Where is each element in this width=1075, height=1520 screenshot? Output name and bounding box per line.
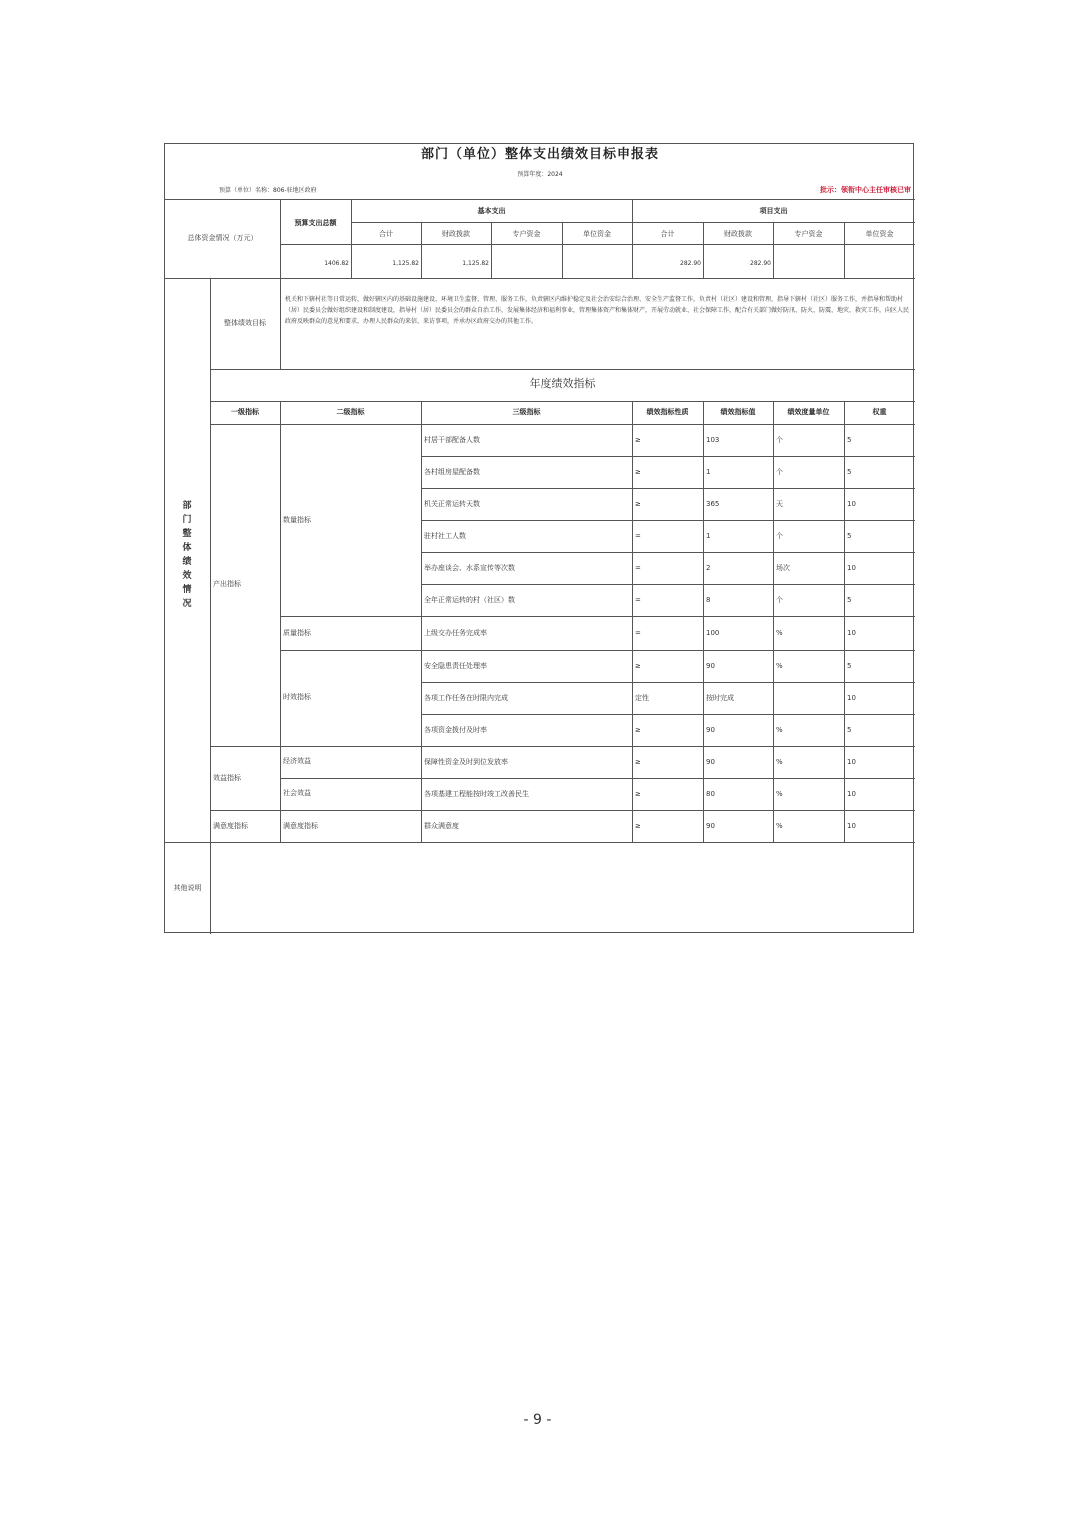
col-level1: 一级指标: [231, 408, 259, 416]
budget-overview-label: 总体资金情况（万元）: [187, 234, 258, 242]
indicator-nature: =: [635, 596, 641, 604]
project-expenditure-label: 项目支出: [759, 207, 788, 215]
indicator-nature: ≥: [635, 436, 641, 444]
level2-social: 社会效益: [283, 789, 311, 797]
col-unit: 绩效度量单位: [787, 408, 830, 416]
indicator-nature: ≥: [635, 662, 641, 670]
indicator-nature: ≥: [635, 758, 641, 766]
col-level2: 二级指标: [336, 408, 365, 416]
level3-text: 各项工作任务在时限内完成: [424, 694, 508, 702]
indicator-weight: 5: [847, 468, 852, 476]
indicator-value: 8: [706, 596, 711, 604]
indicator-unit: %: [776, 758, 783, 766]
indicator-value: 90: [706, 726, 715, 734]
indicator-weight: 10: [847, 790, 856, 798]
indicator-weight: 5: [847, 726, 852, 734]
level3-text: 上级交办任务完成率: [424, 629, 487, 637]
indicator-nature: ≥: [635, 822, 641, 830]
annual-indicators-title: 年度绩效指标: [529, 377, 596, 390]
indicator-value: 103: [706, 436, 720, 444]
project-subtotal-header: 合计: [660, 230, 675, 238]
col-nature: 绩效指标性质: [646, 408, 689, 416]
indicator-nature: ≥: [635, 790, 641, 798]
indicator-unit: 天: [776, 500, 783, 508]
indicator-unit: 场次: [776, 564, 790, 572]
project-fiscal-header: 财政拨款: [724, 230, 752, 238]
level3-text: 全年正常运转的村（社区）数: [424, 596, 515, 604]
overall-goal-label: 整体绩效目标: [224, 319, 266, 327]
level3-text: 安全隐患责任处理率: [424, 662, 487, 670]
budget-total-value: 1406.82: [324, 260, 349, 267]
indicator-value: 90: [706, 822, 715, 830]
indicator-unit: %: [776, 629, 783, 637]
level3-text: 各项基建工程能按时竣工改善民生: [424, 790, 529, 798]
indicator-value: 90: [706, 662, 715, 670]
indicator-value: 1: [706, 468, 711, 476]
indicator-weight: 5: [847, 662, 852, 670]
budget-year: 预算年度：2024: [517, 171, 563, 178]
level1-output: 产出指标: [213, 580, 241, 588]
indicator-unit: %: [776, 662, 783, 670]
project-fiscal-value: 282.90: [750, 260, 771, 267]
basic-fiscal-header: 财政拨款: [442, 230, 470, 238]
indicator-weight: 10: [847, 822, 856, 830]
level3-text: 保障性资金及时到位发放率: [424, 758, 508, 766]
level2-economic: 经济效益: [283, 757, 311, 765]
indicator-weight: 10: [847, 500, 856, 508]
form-title: 部门（单位）整体支出绩效目标申报表: [420, 147, 659, 162]
indicator-value: 100: [706, 629, 720, 637]
level3-text: 各村组房屋配备数: [424, 468, 480, 476]
indicator-nature: 定性: [635, 694, 649, 702]
basic-fiscal-value: 1,125.82: [462, 260, 489, 267]
level3-text: 村居干部配备人数: [424, 436, 480, 444]
indicator-unit: 个: [776, 436, 783, 444]
level2-satisfaction: 满意度指标: [283, 822, 318, 830]
basic-expenditure-label: 基本支出: [477, 207, 506, 215]
level2-timeliness: 时效指标: [283, 693, 311, 701]
project-unit-header: 单位资金: [865, 230, 894, 238]
review-note: 批示：领衔中心主任审核已审: [820, 186, 911, 194]
indicator-unit: %: [776, 790, 783, 798]
other-notes-label: 其他说明: [173, 884, 202, 892]
indicator-weight: 5: [847, 436, 852, 444]
indicator-nature: =: [635, 629, 641, 637]
unit-name: 预算（单位）名称：806-驻地区政府: [219, 187, 317, 194]
project-subtotal-value: 282.90: [680, 260, 701, 267]
basic-subtotal-value: 1,125.82: [392, 260, 419, 267]
indicator-value: 2: [706, 564, 711, 572]
performance-target-form: [164, 143, 914, 933]
level1-benefit: 效益指标: [213, 774, 241, 782]
level3-text: 各项资金拨付及时率: [424, 726, 487, 734]
indicator-unit: 个: [776, 596, 783, 604]
indicator-nature: ≥: [635, 500, 641, 508]
basic-unit-header: 单位资金: [583, 230, 611, 238]
indicator-value: 365: [706, 500, 720, 508]
indicator-weight: 10: [847, 758, 856, 766]
level1-satisfaction: 满意度指标: [213, 822, 248, 830]
budget-total-label: 预算支出总额: [294, 219, 337, 227]
overall-goal-text: 机关和下辖村社等日常运转，做好辖区内的基础设施建设、环境卫生监督、管理、服务工作，负责辖区内维护稳定及社会治安综合治理、安全生产监督工作，负责村（社区）建设和管理，指导下辖村（社区）服务工作，并指导和帮助村（居）民委员会做好组织建设和制度建设，指导村（居）民委员会的群众自治工作，发展集体经济和福利事业，管理集体资产和集体财产，开展劳动就业、社会保障工作，配合有关部门做好防汛、防火、防震、地灾、救灾工作，向区人民政府反映群众的意见和要求，办理人民群众的来信、来访事项，并承办区政府交办的其他工作。: [285, 296, 910, 325]
indicator-nature: =: [635, 564, 641, 572]
project-special-header: 专户资金: [794, 230, 823, 238]
indicator-weight: 10: [847, 564, 856, 572]
col-weight: 权重: [872, 408, 887, 416]
level3-text: 举办座谈会、水系宣传等次数: [424, 564, 515, 572]
indicator-nature: ≥: [635, 726, 641, 734]
indicator-nature: =: [635, 532, 641, 540]
indicator-weight: 10: [847, 694, 856, 702]
indicator-weight: 10: [847, 629, 856, 637]
indicator-unit: %: [776, 822, 783, 830]
col-value: 绩效指标值: [720, 408, 756, 416]
page-number: - 9 -: [523, 1412, 552, 1428]
indicator-unit: 个: [776, 468, 783, 476]
indicator-value: 1: [706, 532, 711, 540]
col-level3: 三级指标: [512, 408, 541, 416]
indicator-weight: 5: [847, 596, 852, 604]
level3-text: 群众满意度: [424, 822, 459, 830]
indicator-nature: ≥: [635, 468, 641, 476]
level3-text: 驻村社工人数: [424, 532, 466, 540]
indicator-unit: %: [776, 726, 783, 734]
indicator-weight: 5: [847, 532, 852, 540]
level2-quality: 质量指标: [283, 629, 311, 637]
dept-overall-performance-label: 部门整体绩效情况: [182, 501, 192, 609]
indicator-unit: 个: [776, 532, 783, 540]
level3-text: 机关正常运转天数: [424, 500, 480, 508]
indicator-value: 80: [706, 790, 715, 798]
basic-special-header: 专户资金: [512, 230, 541, 238]
level2-quantity: 数量指标: [283, 516, 311, 524]
indicator-value: 按时完成: [706, 694, 734, 702]
basic-subtotal-header: 合计: [379, 230, 393, 238]
indicator-value: 90: [706, 758, 715, 766]
